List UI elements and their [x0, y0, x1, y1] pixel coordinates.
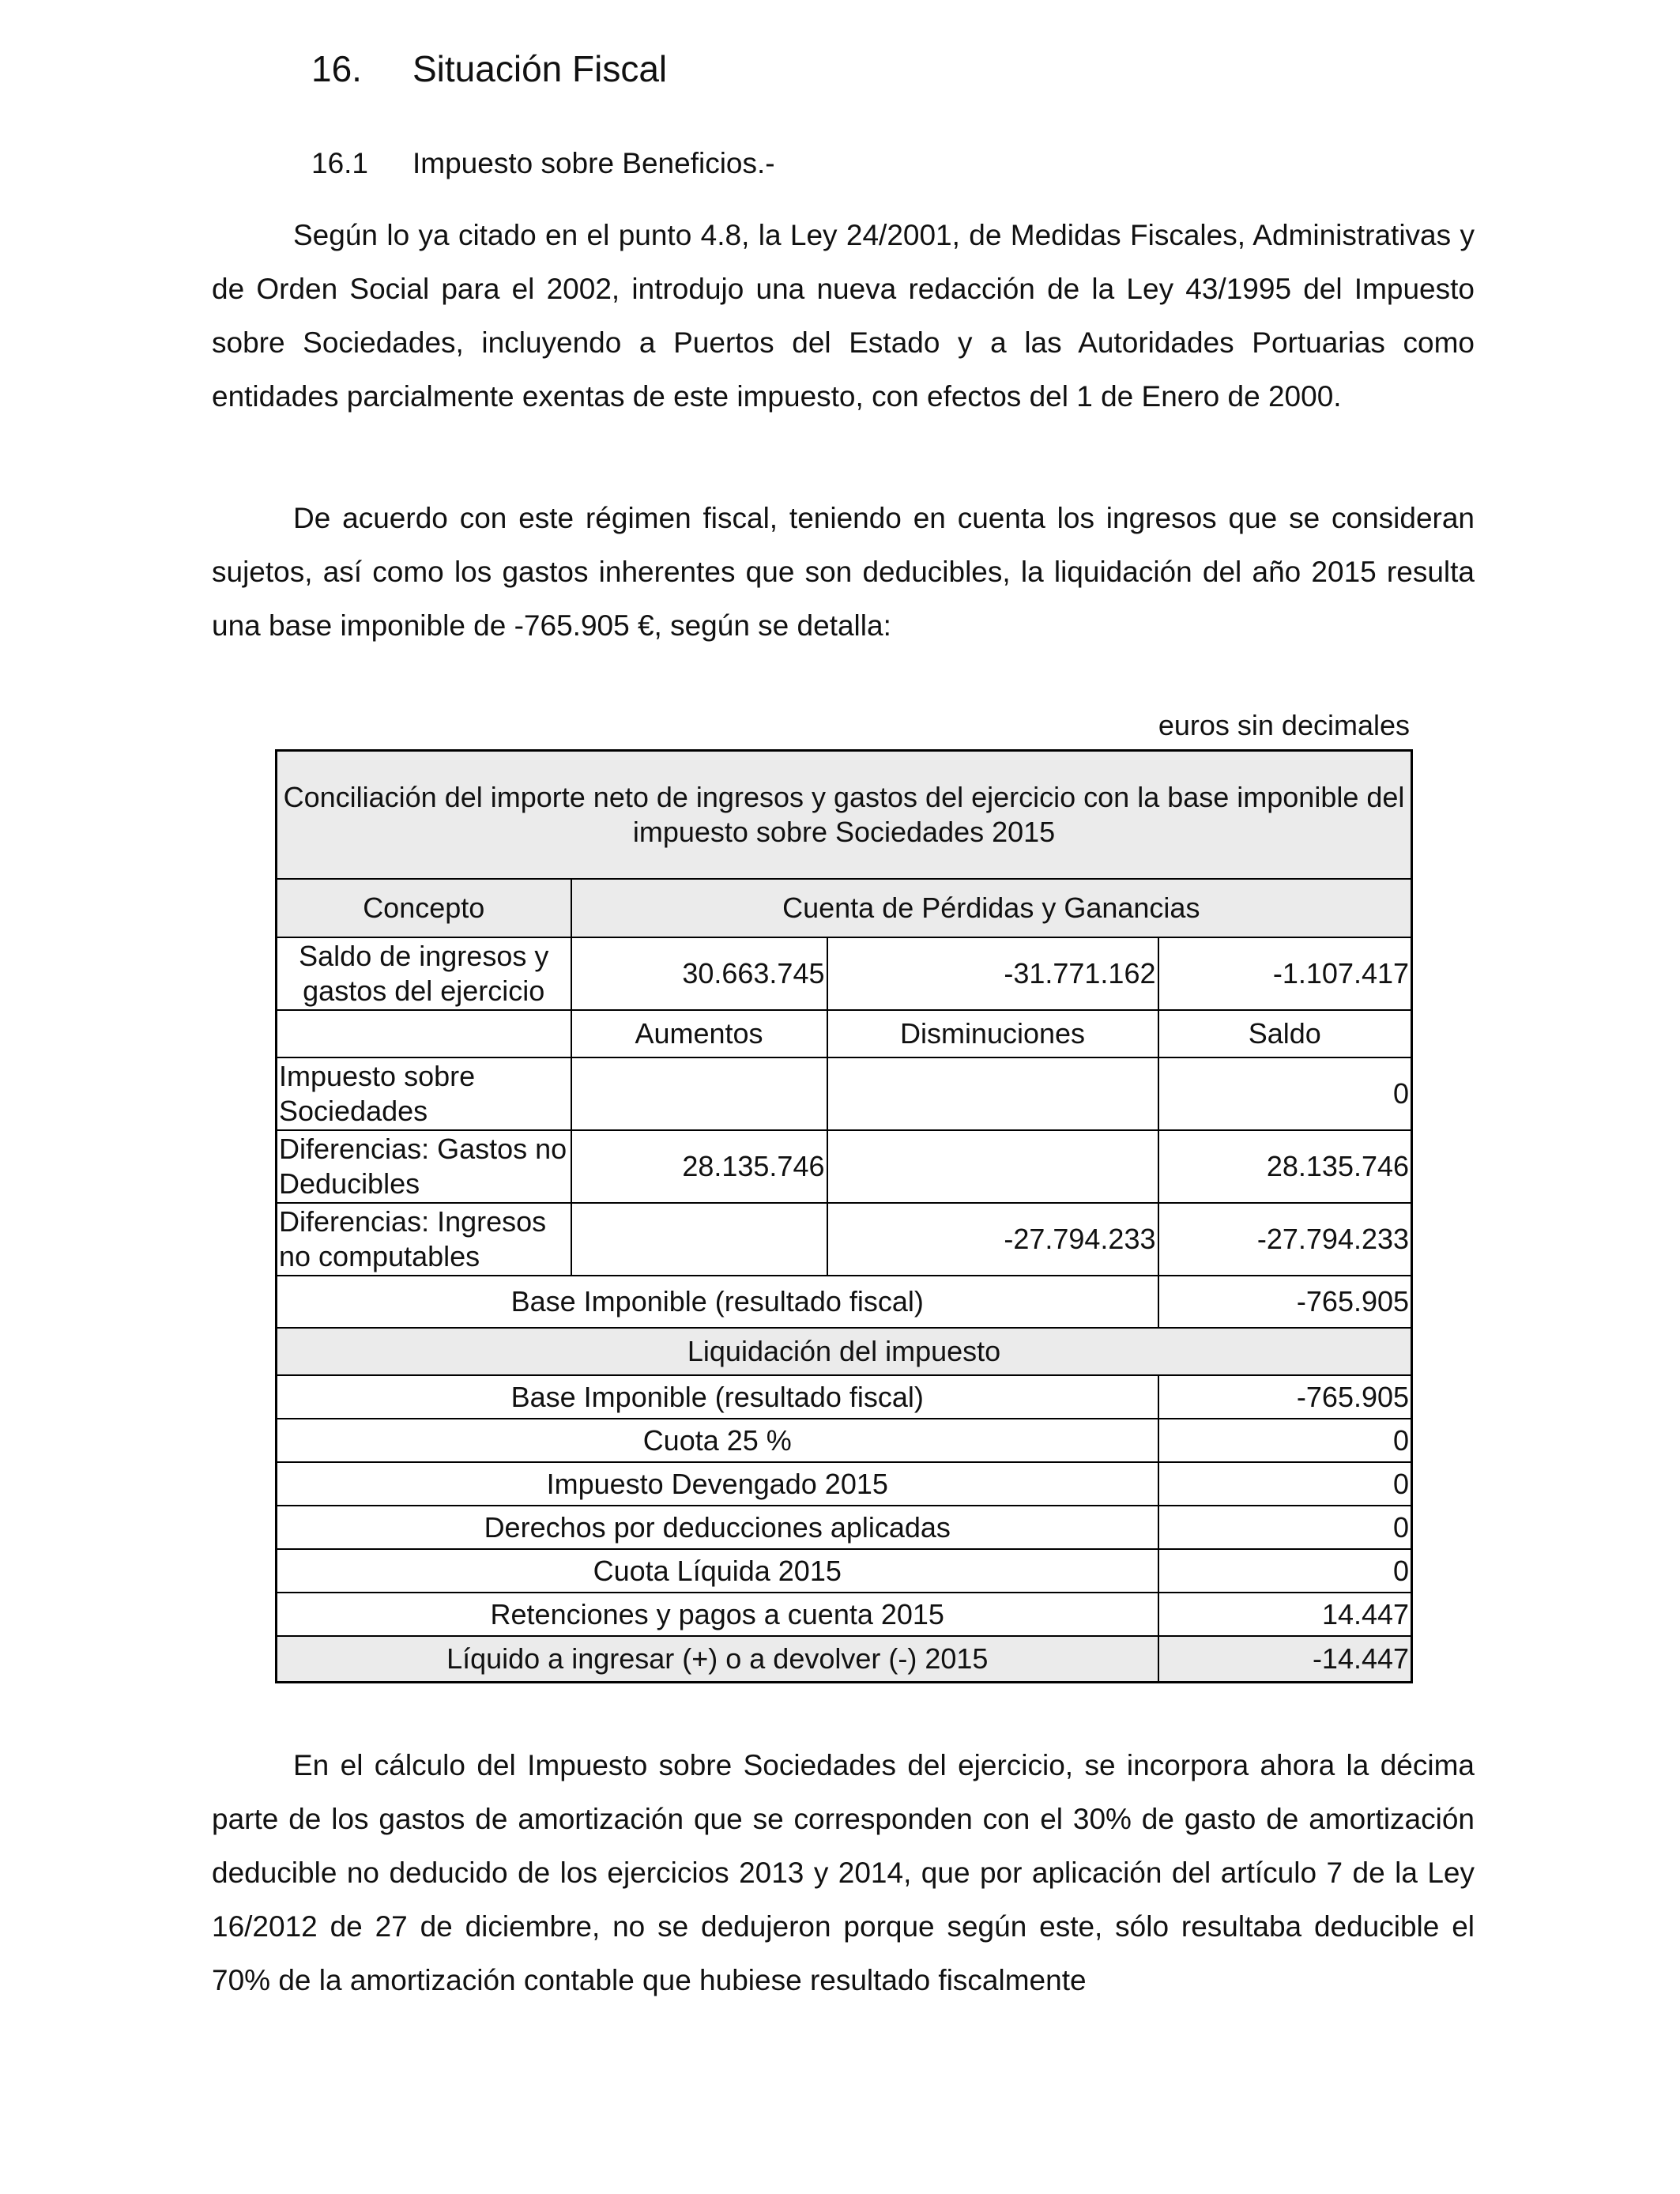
- section-title: Situación Fiscal: [412, 48, 668, 89]
- empty-cell: [277, 1010, 571, 1057]
- subheader-aumentos: Aumentos: [571, 1010, 827, 1057]
- row-label: Base Imponible (resultado fiscal): [277, 1375, 1158, 1419]
- cell-value: 0: [1158, 1419, 1412, 1462]
- row-label: Cuota 25 %: [277, 1419, 1158, 1462]
- table-subheader-row: [277, 1010, 1412, 1057]
- row-label: Base Imponible (resultado fiscal): [277, 1276, 1158, 1328]
- row-label: Impuesto Devengado 2015: [277, 1462, 1158, 1506]
- liquidacion-header-row: [277, 1328, 1412, 1375]
- paragraph-regimen-fiscal: De acuerdo con este régimen fiscal, teniendo en cuenta los ingresos que se consideran sujetos, así como los gastos inherentes que son deducibles, la liquidación del año 2015 resulta una base imponible de -765.905 €, según se detalla:: [212, 502, 1475, 642]
- paragraph-amortizacion: En el cálculo del Impuesto sobre Sociedades del ejercicio, se incorpora ahora la décima parte de los gastos de amortización que se corresponden con el 30% de gasto de amortización deducible no deducido de los ejercicios 2013 y 2014, que por aplicación del artículo 7 de la Ley 16/2012 de 27 de diciembre, no se dedujeron porque según este, sólo resultaba deducible el 70% de la amortización contable que hubiese resultado fiscalmente: [212, 1749, 1475, 1996]
- cell-value: 30.663.745: [571, 937, 827, 1010]
- row-label: Cuota Líquida 2015: [277, 1549, 1158, 1593]
- row-label: Líquido a ingresar (+) o a devolver (-) 2015: [277, 1636, 1158, 1682]
- cell-value: -14.447: [1158, 1636, 1412, 1682]
- unit-note: euros sin decimales: [1158, 709, 1410, 741]
- cell-value: 0: [1158, 1057, 1412, 1130]
- paragraph-ley-24-2001: Según lo ya citado en el punto 4.8, la Ley 24/2001, de Medidas Fiscales, Administrativas y de Orden Social para el 2002, introdujo una nueva redacción de la Ley 43/1995 del Impuesto sobre Sociedades, incluyendo a Puertos del Estado y a las Autoridades Portuarias como entidades parcialmente exentas de este impuesto, con efectos del 1 de Enero de 2000.: [212, 219, 1475, 413]
- table-title-row: [277, 751, 1412, 880]
- row-label: Diferencias: Gastos no Deducibles: [277, 1130, 571, 1203]
- table-row: [277, 937, 1412, 1010]
- table-row: [277, 1462, 1412, 1506]
- cell-value: 28.135.746: [1158, 1130, 1412, 1203]
- cell-value: -27.794.233: [1158, 1203, 1412, 1276]
- cell-value: -765.905: [1158, 1276, 1412, 1328]
- base-imponible-row: [277, 1276, 1412, 1328]
- cell-value: 28.135.746: [571, 1130, 827, 1203]
- header-cuenta-pyg: Cuenta de Pérdidas y Ganancias: [571, 879, 1412, 937]
- subheader-disminuciones: Disminuciones: [827, 1010, 1158, 1057]
- subsection-number: 16.1: [311, 147, 369, 179]
- header-concepto: Concepto: [277, 879, 571, 937]
- liquidacion-header: Liquidación del impuesto: [277, 1328, 1412, 1375]
- table-row: [277, 1130, 1412, 1203]
- row-label: Diferencias: Ingresos no computables: [277, 1203, 571, 1276]
- row-label: Impuesto sobre Sociedades: [277, 1057, 571, 1130]
- table-row: [277, 1506, 1412, 1549]
- resultado-row: [277, 1636, 1412, 1682]
- table-row: [277, 1375, 1412, 1419]
- cell-value: [571, 1203, 827, 1276]
- cell-value: 0: [1158, 1549, 1412, 1593]
- cell-value: -27.794.233: [827, 1203, 1158, 1276]
- section-number: 16.: [311, 48, 362, 89]
- cell-value: -765.905: [1158, 1375, 1412, 1419]
- subsection-heading: [311, 147, 775, 180]
- cell-value: -31.771.162: [827, 937, 1158, 1010]
- table-row: [277, 1419, 1412, 1462]
- table-row: [277, 1057, 1412, 1130]
- cell-value: -1.107.417: [1158, 937, 1412, 1010]
- section-heading: [311, 47, 667, 90]
- table-row: [277, 1203, 1412, 1276]
- row-label: Saldo de ingresos y gastos del ejercicio: [277, 937, 571, 1010]
- row-label: Retenciones y pagos a cuenta 2015: [277, 1593, 1158, 1636]
- subheader-saldo: Saldo: [1158, 1010, 1412, 1057]
- cell-value: [571, 1057, 827, 1130]
- table-row: [277, 1593, 1412, 1636]
- cell-value: 0: [1158, 1506, 1412, 1549]
- table-row: [277, 1549, 1412, 1593]
- table-title: Conciliación del importe neto de ingresos y gastos del ejercicio con la base imponible del impuesto sobre Sociedades 2015: [277, 751, 1412, 880]
- table-header-row: [277, 879, 1412, 937]
- tax-reconciliation-table: [275, 749, 1413, 1683]
- row-label: Derechos por deducciones aplicadas: [277, 1506, 1158, 1549]
- cell-value: [827, 1130, 1158, 1203]
- cell-value: [827, 1057, 1158, 1130]
- subsection-title: Impuesto sobre Beneficios.-: [412, 147, 775, 179]
- cell-value: 14.447: [1158, 1593, 1412, 1636]
- cell-value: 0: [1158, 1462, 1412, 1506]
